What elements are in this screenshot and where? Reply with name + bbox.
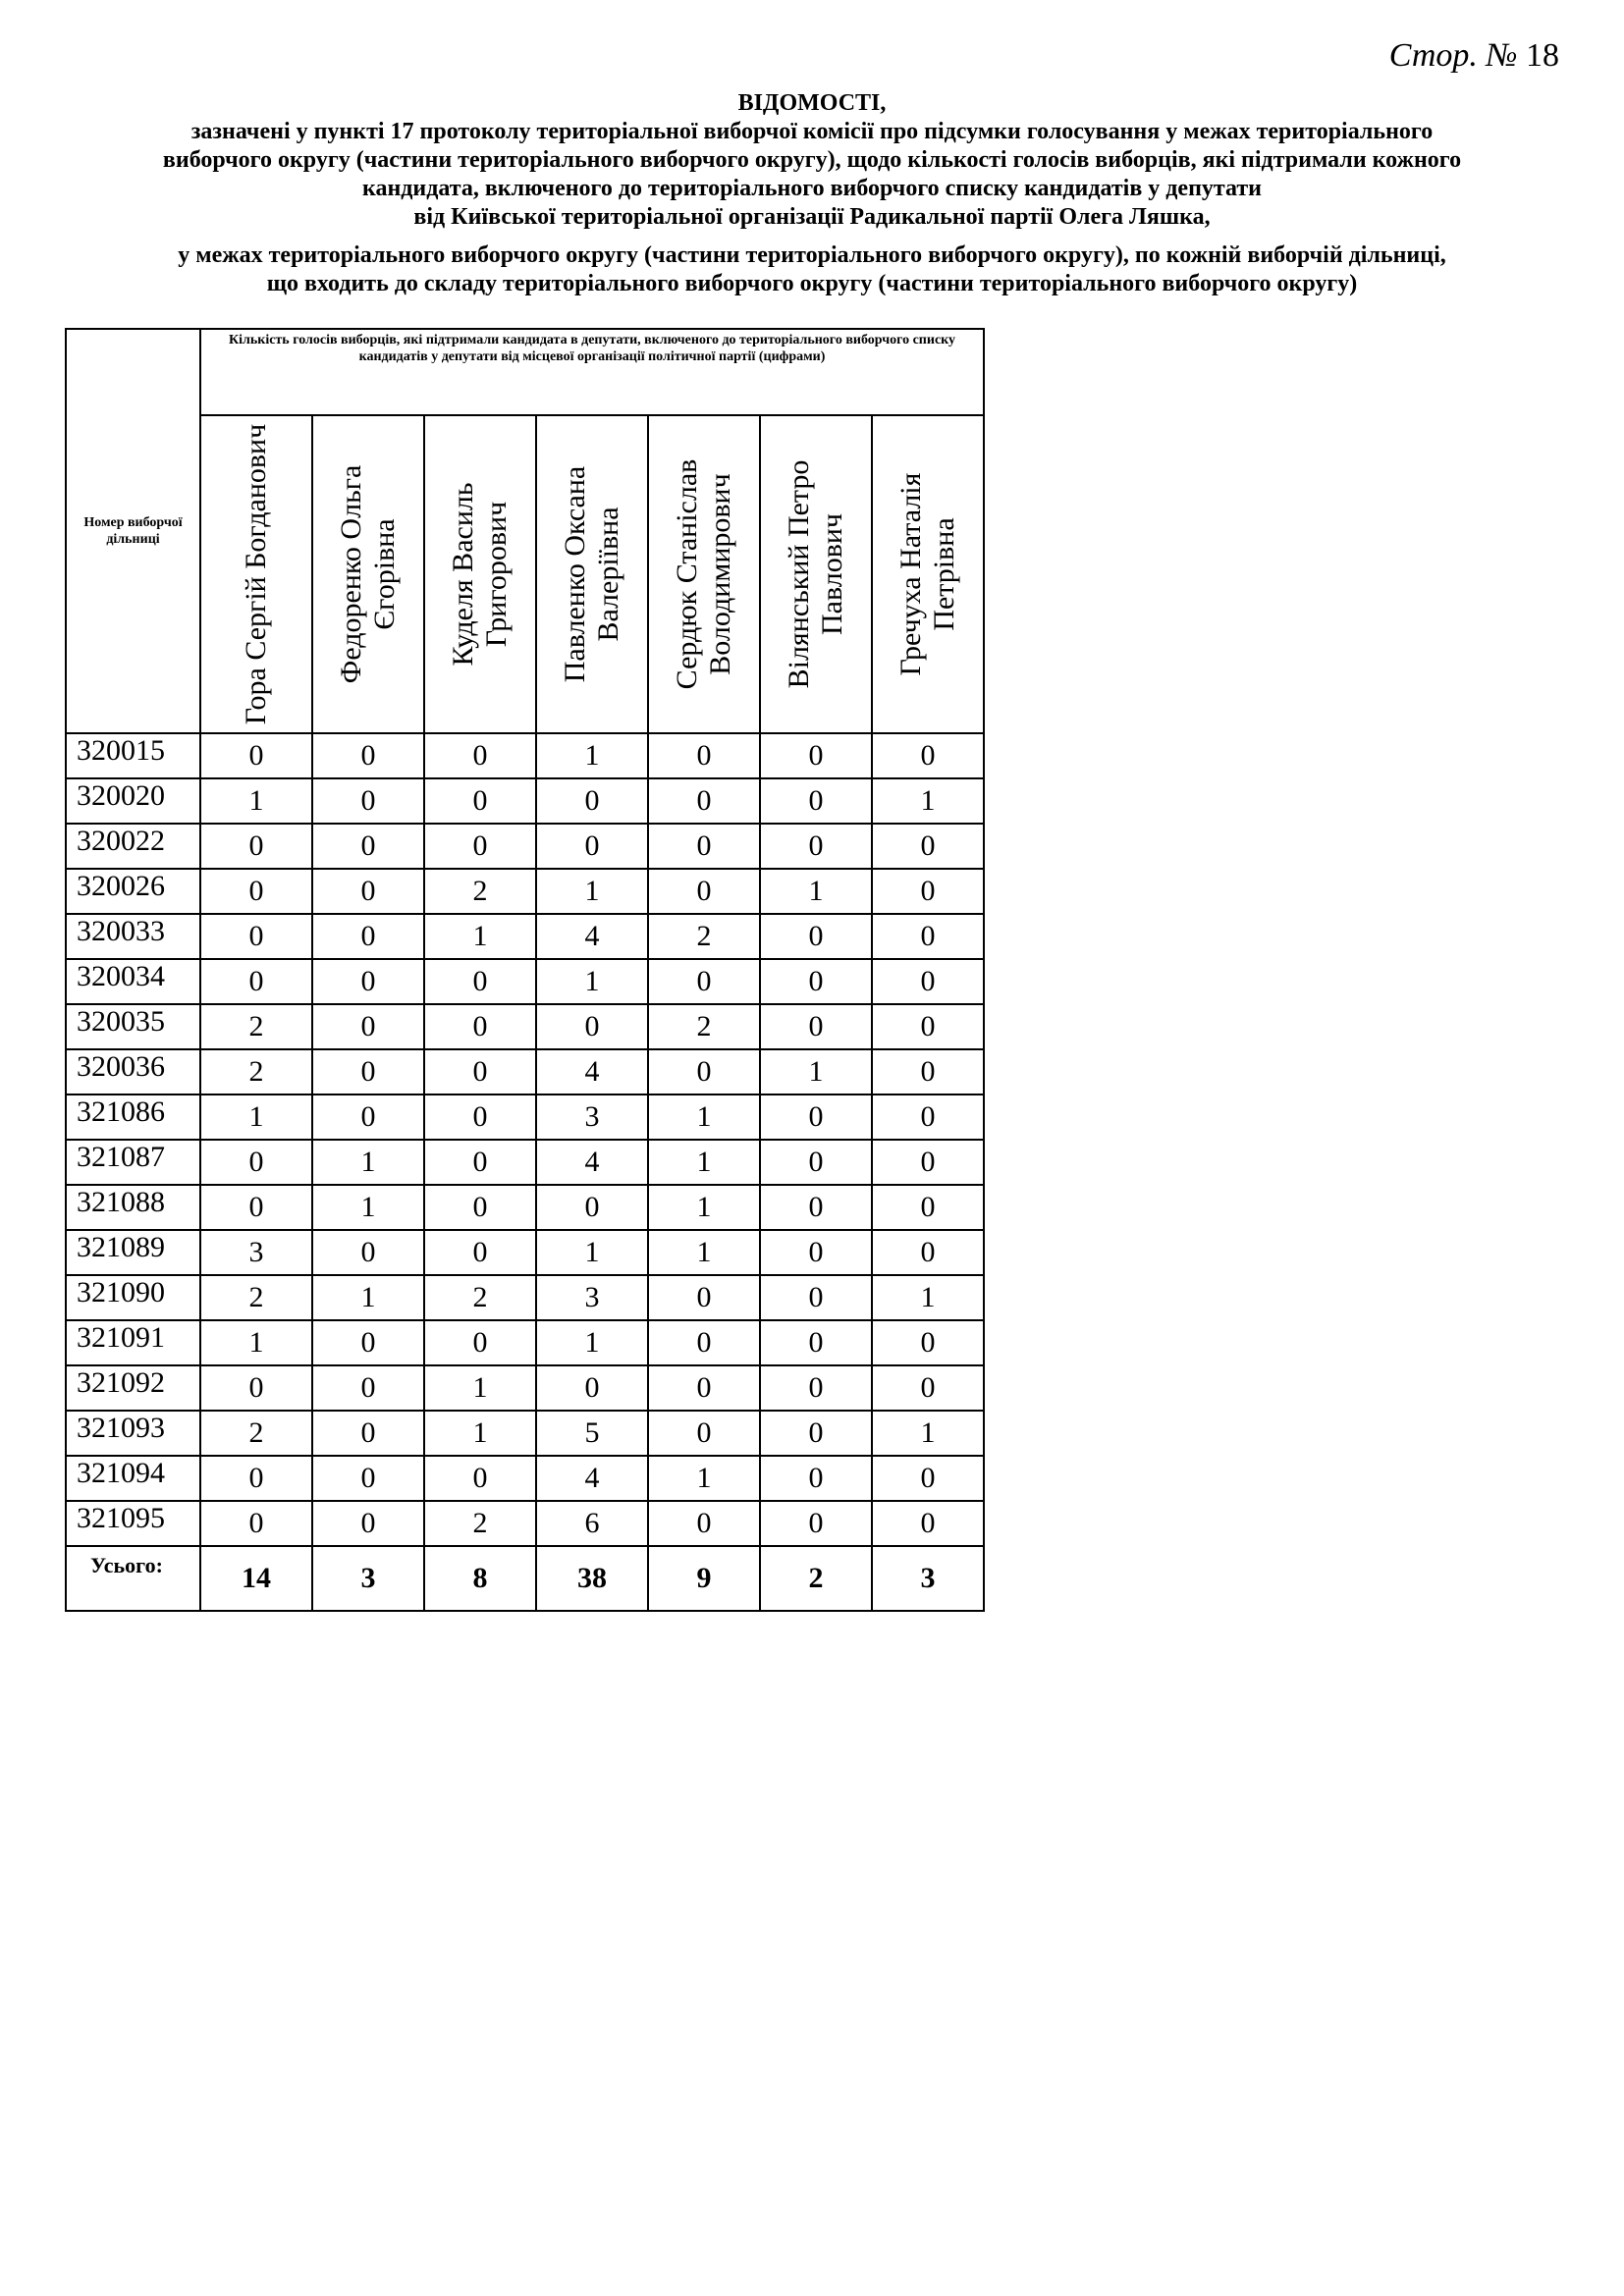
vote-count-cell: 3 <box>200 1230 312 1275</box>
table-row <box>66 1365 984 1411</box>
vote-count-cell: 0 <box>424 824 536 869</box>
vote-count-cell: 1 <box>648 1230 760 1275</box>
vote-count-cell: 0 <box>200 1185 312 1230</box>
vote-count-cell: 0 <box>760 1320 872 1365</box>
vote-count-cell: 0 <box>760 1095 872 1140</box>
vote-count-cell: 0 <box>312 733 424 778</box>
candidate-header <box>648 415 760 733</box>
vote-count-cell: 0 <box>424 1095 536 1140</box>
vote-count-cell: 0 <box>312 1320 424 1365</box>
table-row <box>66 914 984 959</box>
table-row <box>66 1275 984 1320</box>
vote-count-cell: 0 <box>872 733 984 778</box>
vote-count-cell: 0 <box>312 869 424 914</box>
header-line: у межах територіального виборчого округу (частини територіального виборчого округу), по кожній виборчій дільниці, <box>178 242 1446 268</box>
vote-count-cell: 0 <box>312 1501 424 1546</box>
vote-count-cell: 0 <box>536 1004 648 1049</box>
vote-count-cell: 0 <box>872 1320 984 1365</box>
vote-count-cell: 3 <box>536 1095 648 1140</box>
vote-count-cell: 2 <box>200 1411 312 1456</box>
vote-count-cell: 0 <box>648 959 760 1004</box>
vote-count-cell: 0 <box>648 1501 760 1546</box>
vote-count-cell: 1 <box>648 1185 760 1230</box>
page-number <box>1389 37 1559 75</box>
vote-count-cell: 0 <box>536 778 648 824</box>
vote-count-cell: 0 <box>760 1275 872 1320</box>
vote-count-cell: 0 <box>424 959 536 1004</box>
candidate-name: Вілянський Петро Павлович <box>783 459 848 689</box>
vote-count-cell: 0 <box>200 869 312 914</box>
vote-count-cell: 0 <box>760 959 872 1004</box>
vote-count-cell: 0 <box>424 778 536 824</box>
candidate-header <box>424 415 536 733</box>
vote-count-cell: 2 <box>424 1501 536 1546</box>
vote-count-cell: 0 <box>312 959 424 1004</box>
station-number-cell: 321088 <box>66 1185 200 1230</box>
vote-count-cell: 0 <box>872 1004 984 1049</box>
station-number-cell: 320026 <box>66 869 200 914</box>
vote-count-cell: 0 <box>648 1320 760 1365</box>
vote-count-cell: 0 <box>312 824 424 869</box>
vote-count-cell: 0 <box>872 959 984 1004</box>
vote-count-cell: 0 <box>424 1456 536 1501</box>
vote-count-cell: 1 <box>648 1095 760 1140</box>
vote-count-cell: 0 <box>200 914 312 959</box>
vote-count-cell: 0 <box>760 1365 872 1411</box>
vote-count-cell: 0 <box>424 1320 536 1365</box>
vote-count-cell: 1 <box>536 869 648 914</box>
vote-count-cell: 1 <box>760 1049 872 1095</box>
vote-count-cell: 0 <box>424 1230 536 1275</box>
vote-count-cell: 0 <box>424 1049 536 1095</box>
vote-count-cell: 0 <box>648 1411 760 1456</box>
vote-count-cell: 0 <box>424 1140 536 1185</box>
vote-count-cell: 0 <box>760 1185 872 1230</box>
vote-count-cell: 0 <box>536 1185 648 1230</box>
vote-count-cell: 0 <box>872 869 984 914</box>
vote-count-cell: 0 <box>872 1095 984 1140</box>
vote-count-cell: 0 <box>760 733 872 778</box>
total-value-cell: 38 <box>536 1546 648 1611</box>
page-number-value: 18 <box>1526 37 1559 74</box>
total-value-cell: 3 <box>872 1546 984 1611</box>
station-number-cell: 320015 <box>66 733 200 778</box>
table-row <box>66 869 984 914</box>
vote-count-cell: 0 <box>760 1501 872 1546</box>
vote-count-cell: 0 <box>424 733 536 778</box>
vote-count-cell: 0 <box>312 1004 424 1049</box>
candidate-name: Федоренко Ольга Єгорівна <box>335 464 401 684</box>
vote-count-cell: 0 <box>872 1049 984 1095</box>
candidate-header <box>312 415 424 733</box>
vote-count-cell: 1 <box>312 1185 424 1230</box>
vote-count-cell: 4 <box>536 1049 648 1095</box>
totals-row <box>66 1546 984 1611</box>
vote-count-cell: 1 <box>312 1140 424 1185</box>
vote-count-cell: 1 <box>872 1275 984 1320</box>
table-row <box>66 1140 984 1185</box>
vote-count-cell: 1 <box>536 1320 648 1365</box>
table-row <box>66 1411 984 1456</box>
table-row <box>66 1049 984 1095</box>
total-value-cell: 9 <box>648 1546 760 1611</box>
table-row <box>66 959 984 1004</box>
vote-count-cell: 2 <box>200 1004 312 1049</box>
station-number-cell: 320036 <box>66 1049 200 1095</box>
vote-count-cell: 0 <box>200 1501 312 1546</box>
vote-count-cell: 1 <box>872 778 984 824</box>
vote-count-cell: 1 <box>536 733 648 778</box>
vote-count-cell: 0 <box>312 1049 424 1095</box>
vote-count-cell: 0 <box>200 1456 312 1501</box>
vote-count-cell: 1 <box>648 1140 760 1185</box>
vote-count-cell: 0 <box>648 733 760 778</box>
station-number-cell: 320022 <box>66 824 200 869</box>
vote-count-cell: 1 <box>872 1411 984 1456</box>
vote-count-cell: 0 <box>648 824 760 869</box>
candidate-header <box>760 415 872 733</box>
table-row <box>66 1501 984 1546</box>
votes-group-header: Кількість голосів виборців, які підтримали кандидата в депутати, включеного до територіального виборчого списку кандидатів у депутати від місцевої організації політичної партії (цифрами) <box>200 329 984 415</box>
vote-count-cell: 0 <box>648 869 760 914</box>
station-number-cell: 320020 <box>66 778 200 824</box>
vote-count-cell: 0 <box>872 1501 984 1546</box>
vote-count-cell: 1 <box>536 959 648 1004</box>
document-header <box>0 88 1624 298</box>
document-title: ВІДОМОСТІ, <box>737 90 887 116</box>
vote-count-cell: 6 <box>536 1501 648 1546</box>
vote-count-cell: 0 <box>872 1140 984 1185</box>
total-value-cell: 8 <box>424 1546 536 1611</box>
vote-count-cell: 0 <box>200 1365 312 1411</box>
candidate-name: Сердюк Станіслав Володимирович <box>671 458 736 690</box>
vote-count-cell: 1 <box>200 1095 312 1140</box>
station-number-cell: 321089 <box>66 1230 200 1275</box>
vote-count-cell: 0 <box>872 824 984 869</box>
vote-count-cell: 0 <box>312 1456 424 1501</box>
station-number-cell: 321086 <box>66 1095 200 1140</box>
table-row <box>66 1004 984 1049</box>
vote-count-cell: 0 <box>872 1456 984 1501</box>
total-value-cell: 2 <box>760 1546 872 1611</box>
station-number-cell: 321092 <box>66 1365 200 1411</box>
vote-count-cell: 3 <box>536 1275 648 1320</box>
table-row <box>66 1095 984 1140</box>
vote-count-cell: 2 <box>648 914 760 959</box>
vote-count-cell: 0 <box>200 1140 312 1185</box>
vote-count-cell: 0 <box>872 1365 984 1411</box>
header-line: зазначені у пункті 17 протоколу територіальної виборчої комісії про підсумки голосування у межах територіального <box>190 119 1434 144</box>
vote-count-cell: 0 <box>760 1456 872 1501</box>
page-number-prefix: Стор. № <box>1388 37 1518 74</box>
vote-count-cell: 0 <box>536 1365 648 1411</box>
station-number-cell: 321095 <box>66 1501 200 1546</box>
vote-count-cell: 2 <box>424 1275 536 1320</box>
station-number-cell: 321093 <box>66 1411 200 1456</box>
vote-count-cell: 0 <box>312 914 424 959</box>
vote-count-cell: 0 <box>760 914 872 959</box>
totals-label: Усього: <box>66 1546 200 1611</box>
vote-count-cell: 1 <box>424 1411 536 1456</box>
vote-count-cell: 0 <box>760 1411 872 1456</box>
results-table <box>65 328 985 1612</box>
vote-count-cell: 0 <box>648 1049 760 1095</box>
vote-count-cell: 1 <box>424 1365 536 1411</box>
station-number-cell: 320035 <box>66 1004 200 1049</box>
vote-count-cell: 0 <box>200 824 312 869</box>
station-number-cell: 321090 <box>66 1275 200 1320</box>
vote-count-cell: 4 <box>536 1456 648 1501</box>
candidate-header <box>536 415 648 733</box>
table-row <box>66 733 984 778</box>
vote-count-cell: 0 <box>312 1365 424 1411</box>
candidate-header <box>872 415 984 733</box>
vote-count-cell: 5 <box>536 1411 648 1456</box>
station-number-cell: 320034 <box>66 959 200 1004</box>
vote-count-cell: 2 <box>424 869 536 914</box>
vote-count-cell: 2 <box>648 1004 760 1049</box>
header-line: кандидата, включеного до територіального виборчого списку кандидатів у депутати <box>361 176 1262 201</box>
candidate-name: Куделя Василь Григорович <box>447 482 513 667</box>
candidate-header <box>200 415 312 733</box>
vote-count-cell: 0 <box>424 1004 536 1049</box>
vote-count-cell: 0 <box>536 824 648 869</box>
vote-count-cell: 0 <box>760 1004 872 1049</box>
total-value-cell: 3 <box>312 1546 424 1611</box>
vote-count-cell: 0 <box>312 1411 424 1456</box>
vote-count-cell: 1 <box>200 1320 312 1365</box>
vote-count-cell: 1 <box>424 914 536 959</box>
vote-count-cell: 1 <box>200 778 312 824</box>
table-row <box>66 1456 984 1501</box>
vote-count-cell: 0 <box>760 1140 872 1185</box>
header-line: що входить до складу територіального виборчого округу (частини територіального виборчого округу) <box>266 271 1358 296</box>
table-row <box>66 778 984 824</box>
candidate-name: Павленко Оксана Валеріївна <box>559 465 624 683</box>
station-number-cell: 320033 <box>66 914 200 959</box>
vote-count-cell: 0 <box>872 1230 984 1275</box>
vote-count-cell: 1 <box>536 1230 648 1275</box>
candidate-name: Гора Сергій Богданович <box>240 423 272 725</box>
vote-count-cell: 0 <box>648 1365 760 1411</box>
table-row <box>66 824 984 869</box>
header-line: від Київської територіальної організації Радикальної партії Олега Ляшка, <box>413 204 1211 230</box>
vote-count-cell: 4 <box>536 914 648 959</box>
table-row <box>66 1185 984 1230</box>
station-number-header: Номер виборчої дільниці <box>66 329 200 733</box>
station-number-cell: 321094 <box>66 1456 200 1501</box>
vote-count-cell: 4 <box>536 1140 648 1185</box>
vote-count-cell: 0 <box>312 778 424 824</box>
vote-count-cell: 0 <box>424 1185 536 1230</box>
vote-count-cell: 0 <box>760 824 872 869</box>
vote-count-cell: 0 <box>872 1185 984 1230</box>
total-value-cell: 14 <box>200 1546 312 1611</box>
vote-count-cell: 0 <box>872 914 984 959</box>
vote-count-cell: 0 <box>648 778 760 824</box>
vote-count-cell: 2 <box>200 1049 312 1095</box>
vote-count-cell: 1 <box>648 1456 760 1501</box>
vote-count-cell: 0 <box>312 1230 424 1275</box>
table-row <box>66 1320 984 1365</box>
table-row <box>66 1230 984 1275</box>
header-line: виборчого округу (частини територіального виборчого округу), щодо кількості голосів виборців, які підтримали кожного <box>162 147 1462 173</box>
vote-count-cell: 0 <box>200 959 312 1004</box>
vote-count-cell: 1 <box>312 1275 424 1320</box>
vote-count-cell: 0 <box>760 1230 872 1275</box>
vote-count-cell: 1 <box>760 869 872 914</box>
candidate-name: Гречуха Наталія Петрівна <box>894 472 960 676</box>
vote-count-cell: 0 <box>312 1095 424 1140</box>
station-number-cell: 321091 <box>66 1320 200 1365</box>
vote-count-cell: 0 <box>200 733 312 778</box>
station-number-cell: 321087 <box>66 1140 200 1185</box>
vote-count-cell: 2 <box>200 1275 312 1320</box>
vote-count-cell: 0 <box>648 1275 760 1320</box>
vote-count-cell: 0 <box>760 778 872 824</box>
